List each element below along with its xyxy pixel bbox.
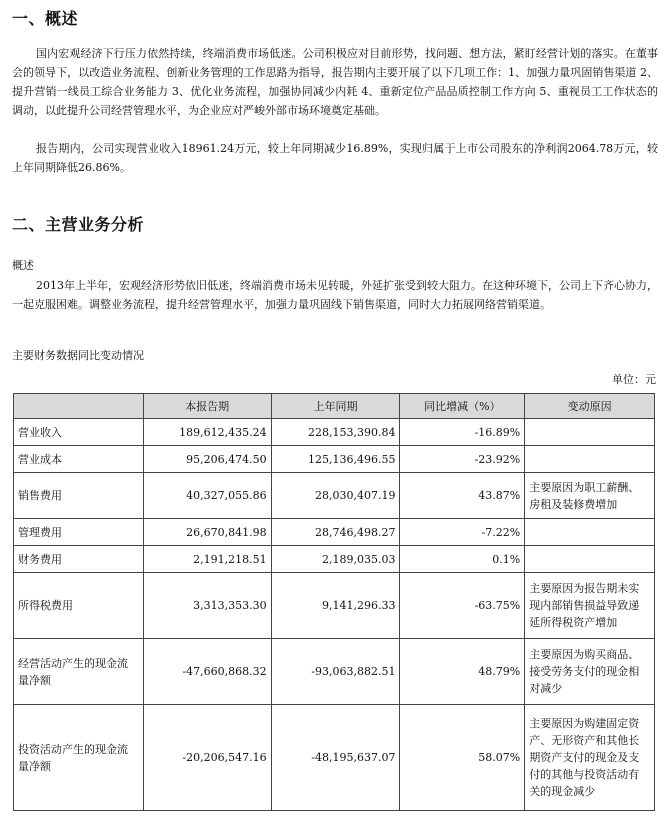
header-prior-period: 上年同期	[271, 394, 400, 419]
row-current: 95,206,474.50	[143, 446, 271, 473]
unit-label: 单位：元	[612, 373, 656, 386]
table-row	[14, 639, 655, 705]
table-row	[14, 519, 655, 546]
row-current: 189,612,435.24	[143, 419, 271, 446]
row-item: 投资活动产生的现金流量净额	[14, 705, 144, 811]
row-current: 26,670,841.98	[143, 519, 271, 546]
table-row	[14, 546, 655, 573]
table-row	[14, 446, 655, 473]
row-item: 管理费用	[14, 519, 144, 546]
row-item: 销售费用	[14, 473, 144, 519]
row-change: 58.07%	[400, 705, 525, 811]
row-item: 营业收入	[14, 419, 144, 446]
overview-label: 概述	[12, 259, 34, 272]
row-change: 43.87%	[400, 473, 525, 519]
row-current: 3,313,353.30	[143, 573, 271, 639]
row-current: -20,206,547.16	[143, 705, 271, 811]
row-item: 营业成本	[14, 446, 144, 473]
row-reason: 主要原因为职工薪酬、房租及装修费增加	[525, 473, 655, 519]
row-change: -16.89%	[400, 419, 525, 446]
row-item: 所得税费用	[14, 573, 144, 639]
row-change: 0.1%	[400, 546, 525, 573]
table-row	[14, 419, 655, 446]
row-reason	[525, 546, 655, 573]
row-prior: 125,136,496.55	[271, 446, 400, 473]
table-row	[14, 573, 655, 639]
business-overview-paragraph: 2013年上半年，宏观经济形势依旧低迷，终端消费市场未见转暖，外延扩张受到较大阻力。在这种环境下，公司上下齐心协力，一起克服困难。调整业务流程，提升经营管理水平，加强力量巩固线下销售渠道，同时大力拓展网络营销渠道。	[12, 279, 658, 311]
overview-paragraph-2: 报告期内，公司实现营业收入18961.24万元，较上年同期减少16.89%，实现归属于上市公司股东的净利润2064.78万元，较上年同期降低26.86%。	[12, 142, 658, 174]
row-current: -47,660,868.32	[143, 639, 271, 705]
row-current: 2,191,218.51	[143, 546, 271, 573]
overview-paragraph-1: 国内宏观经济下行压力依然持续，终端消费市场低迷。公司积极应对目前形势，找问题、想方法，紧盯经营计划的落实。在董事会的领导下，以改造业务流程、创新业务管理的工作思路为指导，报告期内主要开展了以下几项工作：1、加强力量巩固销售渠道 2、提升营销一线员工综合业务能力 3、优化业务流程，加强协同减少内耗 4、重新定位产品品质控制工作方向 5、重视员工工作状态的调动，以此提升公司经营管理水平，为企业应对严峻外部市场环境奠定基础。	[12, 47, 658, 117]
row-change: -63.75%	[400, 573, 525, 639]
row-reason	[525, 519, 655, 546]
header-change-reason: 变动原因	[525, 394, 655, 419]
row-prior: 28,030,407.19	[271, 473, 400, 519]
header-item	[14, 394, 144, 419]
row-change: -7.22%	[400, 519, 525, 546]
table-title: 主要财务数据同比变动情况	[12, 349, 144, 362]
row-prior: 2,189,035.03	[271, 546, 400, 573]
table-row	[14, 705, 655, 811]
section-heading-business-analysis: 二、主营业务分析	[12, 215, 145, 234]
row-prior: -48,195,637.07	[271, 705, 400, 811]
row-prior: -93,063,882.51	[271, 639, 400, 705]
row-reason: 主要原因为购建固定资产、无形资产和其他长期资产支付的现金及支付的其他与投资活动有关的现金减少	[525, 705, 655, 811]
row-prior: 9,141,296.33	[271, 573, 400, 639]
row-item: 财务费用	[14, 546, 144, 573]
row-current: 40,327,055.86	[143, 473, 271, 519]
table-header-row	[14, 394, 655, 419]
row-prior: 228,153,390.84	[271, 419, 400, 446]
section-heading-overview: 一、概述	[12, 9, 79, 28]
row-change: -23.92%	[400, 446, 525, 473]
row-reason	[525, 446, 655, 473]
row-reason	[525, 419, 655, 446]
financial-data-table	[13, 393, 655, 811]
header-current-period: 本报告期	[143, 394, 271, 419]
row-prior: 28,746,498.27	[271, 519, 400, 546]
row-change: 48.79%	[400, 639, 525, 705]
row-reason: 主要原因为购买商品、接受劳务支付的现金相对减少	[525, 639, 655, 705]
row-reason: 主要原因为报告期未实现内部销售损益导致递延所得税资产增加	[525, 573, 655, 639]
row-item: 经营活动产生的现金流量净额	[14, 639, 144, 705]
table-row	[14, 473, 655, 519]
header-yoy-change: 同比增减（%）	[400, 394, 525, 419]
